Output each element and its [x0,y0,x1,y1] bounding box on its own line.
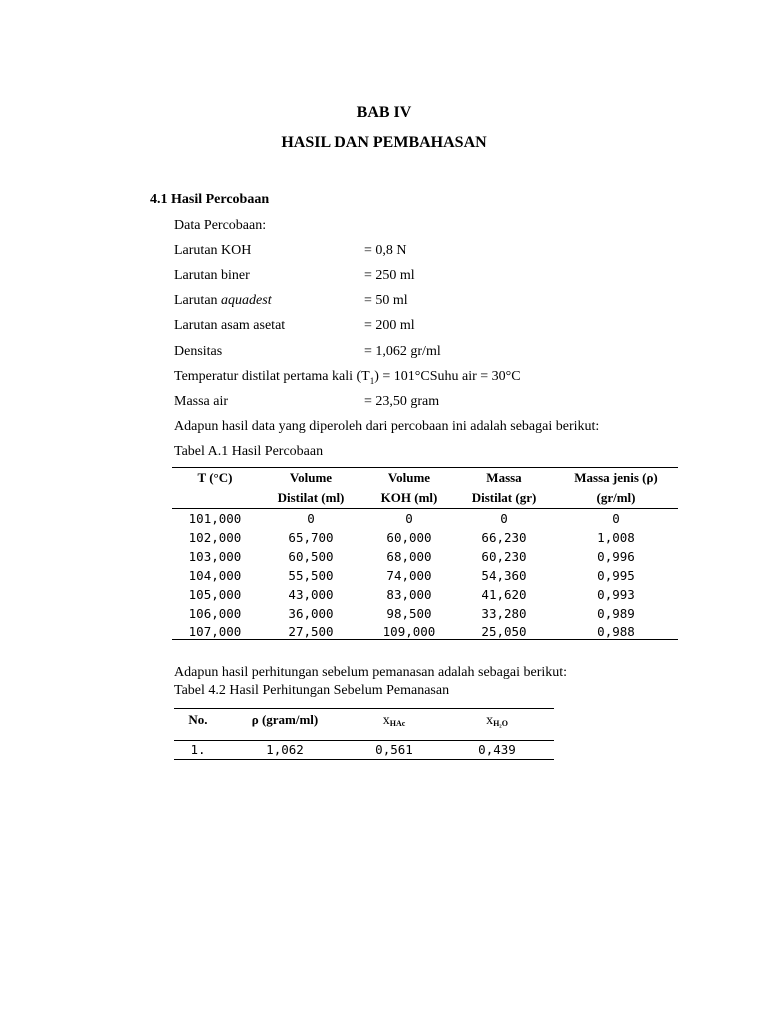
calc-intro: Adapun hasil perhitungan sebelum pemanasan adalah sebagai berikut: [174,665,568,680]
param-value-densitas: = 1,062 gr/ml [364,344,441,359]
table1-caption: Tabel A.1 Hasil Percobaan [174,444,324,459]
x-h2o-symbol: x [486,713,494,728]
param-label-aquadest-prefix: Larutan [174,293,222,308]
table-row [172,547,678,566]
table1-header-blank [172,488,258,509]
table2-header-row [174,709,554,741]
table-cell: 102,000 [188,530,242,545]
temperature-prefix: Temperatur distilat pertama kali (T [174,369,370,384]
table-cell: 43,000 [288,587,334,602]
x-h2o-subscript: H₂O [493,719,508,728]
table-cell: 1,062 [222,741,348,760]
table-cell: 1,008 [597,530,635,545]
table-cell: 65,700 [288,530,334,545]
table-cell: 27,500 [258,623,364,640]
table-cell: 60,000 [386,530,432,545]
table-cell: 54,360 [481,568,527,583]
table-cell: 103,000 [188,549,242,564]
param-label-densitas: Densitas [174,344,223,359]
table1-header-volume-koh: Volume [364,468,454,489]
param-value-aquadest: = 50 ml [364,293,408,308]
table-row [172,585,678,604]
param-label-aquadest [174,293,272,309]
chapter-number: BAB IV [356,104,412,121]
table-cell: 66,230 [481,530,527,545]
table1-header-distilat-ml: Distilat (ml) [258,488,364,509]
temperature-line [174,369,521,386]
param-label-biner: Larutan biner [174,268,250,283]
table-cell: 60,500 [288,549,334,564]
table-row [172,623,678,640]
table-cell: 0,561 [348,741,440,760]
table-cell: 25,050 [454,623,554,640]
param-value-koh: = 0,8 N [364,243,407,258]
table-cell: 0,989 [597,606,635,621]
calculation-table [174,708,554,760]
results-table [172,467,678,640]
table-cell: 33,280 [481,606,527,621]
table-cell: 109,000 [364,623,454,640]
table-cell: 0,988 [554,623,678,640]
table-cell: 83,000 [386,587,432,602]
table-cell: 55,500 [288,568,334,583]
table1-header-volume-distilat: Volume [258,468,364,489]
temperature-suffix: ) = 101°CSuhu air = 30°C [374,369,521,384]
table1-header-temperature: T (°C) [172,468,258,489]
table-cell: 105,000 [188,587,242,602]
table1-header-row-2 [172,488,678,509]
param-label-asam-asetat: Larutan asam asetat [174,318,286,333]
table2-header-no: No. [174,709,222,741]
param-label-koh: Larutan KOH [174,243,252,258]
table-cell: 0,995 [597,568,635,583]
table-cell: 101,000 [188,511,242,526]
massa-air-label: Massa air [174,394,229,409]
table-cell: 0 [307,511,315,526]
table-cell: 74,000 [386,568,432,583]
table-row [172,528,678,547]
table-cell: 0 [405,511,413,526]
table-cell: 0 [612,511,620,526]
chapter-title: HASIL DAN PEMBAHASAN [281,134,487,151]
section-heading: 4.1 Hasil Percobaan [150,192,270,207]
param-value-biner: = 250 ml [364,268,415,283]
table-cell: 60,230 [481,549,527,564]
table2-header-rho: ρ (gram/ml) [222,709,348,741]
table-cell: 0,439 [440,741,554,760]
table-row [172,604,678,623]
data-intro: Data Percobaan: [174,218,267,233]
table1-header-massa-jenis: Massa jenis (ρ) [554,468,678,489]
result-intro: Adapun hasil data yang diperoleh dari percobaan ini adalah sebagai berikut: [174,419,600,434]
table-cell: 0,993 [597,587,635,602]
table-cell: 0 [500,511,508,526]
param-label-aquadest-italic: aquadest [221,293,272,308]
table2-header-x-hac [348,709,440,741]
table-cell: 68,000 [386,549,432,564]
table-cell: 36,000 [288,606,334,621]
table1-header-massa-distilat: Massa [454,468,554,489]
table1-header-distilat-gr: Distilat (gr) [454,488,554,509]
table2-caption: Tabel 4.2 Hasil Perhitungan Sebelum Pemanasan [174,683,450,698]
table1-header-gr-ml: (gr/ml) [554,488,678,509]
temperature-subscript: 1 [369,375,375,386]
table2-header-x-h2o [440,709,554,741]
table-cell: 0,996 [597,549,635,564]
table1-header-row-1 [172,468,678,489]
table1-header-koh-ml: KOH (ml) [364,488,454,509]
table-cell: 41,620 [481,587,527,602]
table-cell: 98,500 [386,606,432,621]
table-cell: 107,000 [172,623,258,640]
x-hac-subscript: HAc [389,719,406,728]
table-cell: 1. [174,741,222,760]
table-row [174,741,554,760]
table-row [172,566,678,585]
massa-air-value: = 23,50 gram [364,394,440,409]
table-cell: 104,000 [188,568,242,583]
x-hac-symbol: x [382,713,390,728]
table-cell: 106,000 [188,606,242,621]
param-value-asam-asetat: = 200 ml [364,318,415,333]
table-row [172,509,678,529]
